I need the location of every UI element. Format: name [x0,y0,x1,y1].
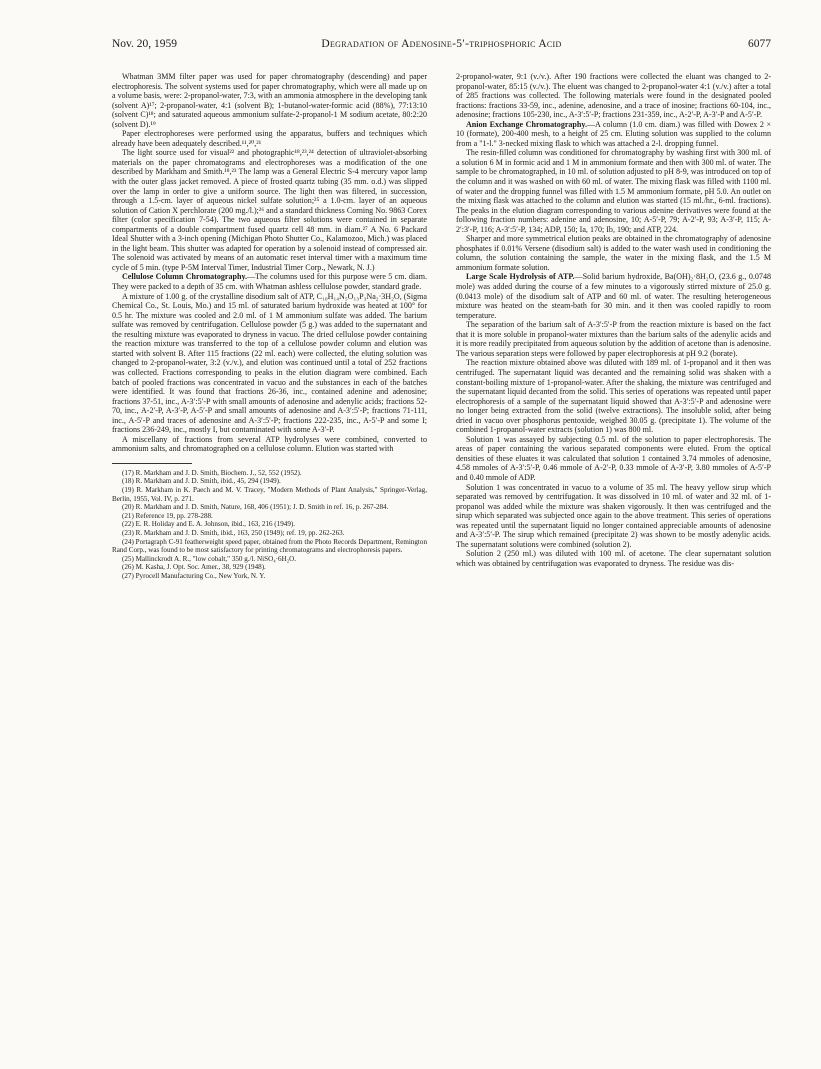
paragraph-text: —The columns used for this purpose were 5 cm. diam. They were packed to a depth of 35 cm. with Whatman ashless cellulose powder, standard grade. [112,272,427,292]
paragraph-text: —Solid barium hydroxide, Ba(OH)₂·8H₂O, (23.6 g., 0.0748 mole) was added during the course of a few minutes to a vigorously stirred mixture of 25.0 g. (0.0413 mole) of the disodium salt of ATP and 60 ml. of water. The resulting heterogeneous mixture was heated on the steam-bath for 30 min. and it then was cooled rapidly to room temperature. [456,272,771,320]
paragraph [456,120,771,149]
footnote: (27) Pyrocell Manufacturing Co., New York, N. Y. [122,572,266,580]
footnote-divider [112,463,192,464]
section-heading: Cellulose Column Chromatography. [122,272,248,282]
footnote: (21) Reference 19, pp. 278-288. [122,511,213,520]
header-title: Degradation of Adenosine-5′-triphosphoric Acid [321,38,562,50]
footnote: (25) Mallinckrodt A. R., "low cobalt," 350 g./l. NiSO₄·6H₂O. [122,554,297,563]
paragraph: 2-propanol-water, 9:1 (v./v.). After 190 fractions were collected the eluant was changed to 2-propanol-water, 85:15 (v./v.). The eluent was changed to 2-propanol-water 4:1 (v./v.) after a total of 285 fractions was collected. The following materials were found in the designated pooled fractions: fractions 33-59, inc., adenine, adenosine, and a trace of inosine; fractions 60-104, inc., adenosine; fractions 105-230, inc., A-3′:5′-P; fractions 231-359, inc., A-2′-P, A-3′-P and A-5′-P. [456,72,771,120]
header-date: Nov. 20, 1959 [112,38,178,50]
paragraph: Whatman 3MM filter paper was used for paper chromatography (descending) and paper electrophoresis. The solvent systems used for paper chromatography, which were all made up on a volume basis, were: 2-propanol-water, 7:3, with an ammonia atmosphere in the developing tank (solvent A)¹⁷; 2-propanol-water, 4:1 (solvent B); 1-butanol-water-formic acid (88%), 77:13:10 (solvent C)¹⁸; and saturated aqueous ammonium sulfate-2-propanol-1 M sodium acetate, 80:2:20 (solvent D).¹⁹ [112,72,427,129]
right-column [456,72,771,568]
footnote: (22) E. R. Holiday and E. A. Johnson, ibid., 163, 216 (1949). [122,520,295,529]
paragraph [112,272,427,291]
paragraph: Sharper and more symmetrical elution peaks are obtained in the chromatography of adenosine phosphates if 0.01% Versene (disodium salt) is added to the water wash used in conditioning the column, the solution containing the sample, the water in the mixing flask, and the 1.5 M ammonium formate solution. [456,234,771,272]
paragraph: The resin-filled column was conditioned for chromatography by washing first with 300 ml. of a solution 6 M in formic acid and 1 M in ammonium formate and then with 300 ml. of water. The sample to be chromatographed, in 10 ml. of solution adjusted to pH 8-9, was introduced on top of the column and it was washed on with 60 ml. of water. The mixing flask was filled with 1100 ml. of water and the dropping funnel was filled with 1.5 M ammonium formate, pH 5.0. An outlet on the mixing flask was attached to the column and elution was started (15 ml./hr., 6-ml. fractions). The peaks in the elution diagram corresponding to various adenine derivatives were found at the following fraction numbers: adenine and adenosine, 10; A-5′-P, 79; A-2′-P, 93; A-3′-P, 115; A-2′:3′-P, 116; A-3′:5′-P, 134; ADP, 150; Ia, 170; Ib, 190; and ATP, 224. [456,148,771,234]
page-number: 6077 [748,38,771,50]
paragraph: Solution 1 was assayed by subjecting 0.5 ml. of the solution to paper electrophoresis. The areas of paper containing the various separated components were eluted. From the optical densities of these eluates it was calculated that solution 1 contained 3.74 mmoles of adenosine, 4.58 mmoles of A-3′:5′-P, 0.46 mmole of A-2′-P, 0.33 mmole of A-3′-P, 3.80 mmoles of A-5′-P and 0.40 mmole of ADP. [456,434,771,482]
paragraph: A miscellany of fractions from several ATP hydrolyses were combined, converted to ammonium salts, and chromatographed on a cellulose column. Elution was started with [112,434,427,454]
footnote: (20) R. Markham and J. D. Smith, Nature, 168, 406 (1951); J. D. Smith in ref. 16, p. 267-284. [122,503,389,512]
paragraph: Paper electrophoreses were performed using the apparatus, buffers and techniques which already have been adequately described.¹¹,²⁰,²¹ [112,129,427,148]
paragraph: Solution 1 was concentrated in vacuo to a volume of 35 ml. The heavy yellow sirup which separated was removed by centrifugation. It was dissolved in 10 ml. of water and 32 ml. of 1-propanol was added while the mixture was shaken vigorously. It then was centrifuged and the sirup which separated was subjected once again to the above treatment. This series of operations was repeated until the supernatant liquid no longer contained appreciable amounts of adenosine and A-3′:5′-P. The sirup which remained (precipitate 2) was shown to be mostly adenylic acids. The supernatant solutions were combined (solution 2). [456,482,771,549]
footnote: (19) R. Markham in K. Paech and M. V. Tracey, "Modern Methods of Plant Analysis," Springer-Verlag, Berlin, 1955, Vol. IV, p. 271. [112,486,427,503]
footnote: (18) R. Markham and J. D. Smith, ibid., 45, 294 (1949). [122,477,281,486]
footnote: (23) R. Markham and J. D. Smith, ibid., 163, 250 (1949); ref. 19, pp. 262-263. [122,529,345,538]
left-column [112,72,427,581]
section-heading: Anion Exchange Chromatography. [466,119,587,129]
footnote: (26) M. Kasha, J. Opt. Soc. Amer., 38, 929 (1948). [122,563,266,572]
footnote: (17) R. Markham and J. D. Smith, Biochem. J., 52, 552 (1952). [122,468,302,477]
paragraph-text: —A column (1.0 cm. diam.) was filled with Dowex 2 × 10 (formate), 200-400 mesh, to a height of 25 cm. Eluting solution was supplied to the column from a "1-l." 3-necked mixing flask to which was attached a 2-l. dropping funnel. [456,119,771,148]
paragraph: Solution 2 (250 ml.) was diluted with 100 ml. of acetone. The clear supernatant solution which was obtained by centrifugation was evaporated to dryness. The residue was dis- [456,549,771,568]
section-heading: Large Scale Hydrolysis of ATP. [466,272,575,282]
paragraph: The light source used for visual²² and photographic¹⁸,²³,²⁴ detection of ultraviolet-absorbing materials on the paper chromatograms and electrophoreses was a modification of the one described by Markham and Smith.¹⁸,²³ The lamp was a General Electric S-4 mercury vapor lamp with the outer glass jacket removed. A piece of frosted quartz tubing (35 mm. o.d.) was slipped over the lamp in order to give a uniform source. The light then was filtered, in succession, through a 1.5-cm. layer of aqueous nickel sulfate solution;²⁵ a 1.0-cm. layer of an aqueous solution of Cation X perchlorate (200 mg./l.);²⁶ and a standard thickness Corning No. 9863 Corex filter (color specification 7-54). The two aqueous filter solutions were contained in separate compartments of a double compartment fused quartz cell 48 mm. in diam.²⁷ A No. 6 Packard Ideal Shutter with a 3-inch opening (Michigan Photo Shutter Co., Kalamozoo, Mich.) was placed in the light beam. This shutter was adapted for operation by a solenoid instead of compressed air. The solenoid was activated by means of an automatic reset interval timer with a maximum time cycle of 5 min. (type P-5M Interval Timer, Industrial Timer Corp., Newark, N. J.) [112,148,427,272]
footnote: (24) Portagraph C-91 featherweight speed paper, obtained from the Photo Records Department, Remington Rand Corp., was found to be most satisfactory for printing chromatograms and electrophoresis papers. [112,537,427,555]
paragraph [456,272,771,320]
running-header [112,38,771,54]
paragraph: The separation of the barium salt of A-3′:5′-P from the reaction mixture is based on the fact that it is more soluble in propanol-water mixtures than the barium salts of the adenylic acids and it is more readily precipitated from aqueous solution by the addition of acetone than is adenosine. The various separation steps were followed by paper electrophoresis at pH 9.2 (borate). [456,320,771,358]
paragraph: A mixture of 1.00 g. of the crystalline disodium salt of ATP, C₁₀H₁₄N₅O₁₃P₃Na₂·3H₂O, (Sigma Chemical Co., St. Louis, Mo.) and 15 ml. of saturated barium hydroxide was heated at 100° for 0.5 hr. The mixture was cooled and 2.0 ml. of 1 M ammonium sulfate was added. The barium sulfate was removed by centrifugation. Cellulose powder (5 g.) was added to the supernatant and the resulting mixture was evaporated to dryness in vacuo. The dried cellulose powder containing the reaction mixture was transferred to the top of a cellulose powder column and elution was started with solvent B. After 115 fractions (22 ml. each) were collected, the eluting solution was changed to 2-propanol-water, 3:2 (v./v.), and elution was continued until a total of 252 fractions was collected. Fractions corresponding to peaks in the elution diagram were combined. Each batch of pooled fractions was concentrated in vacuo and the substances in each of the batches were identified. It was found that fractions 26-36, inc., contained adenine and adenosine; fractions 37-51, inc., A-3′:5′-P with small amounts of adenosine and adenylic acids; fractions 52-70, inc., A-2′-P, A-3′-P, A-5′-P and small amounts of adenosine and A-3′:5′-P; fractions 71-111, inc., A-5′-P and traces of adenosine and A-3′:5′-P; fractions 222-235, inc., A-5′-P and some I; fractions 236-249, inc., mostly I, but contaminated with some A-3′-P. [112,291,427,435]
paragraph: The reaction mixture obtained above was diluted with 189 ml. of 1-propanol and it then was centrifuged. The supernatant liquid was decanted and the remaining solid was shaken with a constant-boiling mixture of 1-propanol-water. After the shaking, the mixture was centrifuged and the supernatant liquid decanted from the solid. This series of operations was repeated until paper electrophoresis of a sample of the supernatant liquid showed that A-3′:5′-P and adenosine were no longer being extracted from the solid (twelve extractions). The insoluble solid, after being dried in vacuo over phosphorus pentoxide, weighed 30.05 g. (precipitate 1). The volume of the combined 1-propanol-water extracts (solution 1) was 800 ml. [456,358,771,435]
